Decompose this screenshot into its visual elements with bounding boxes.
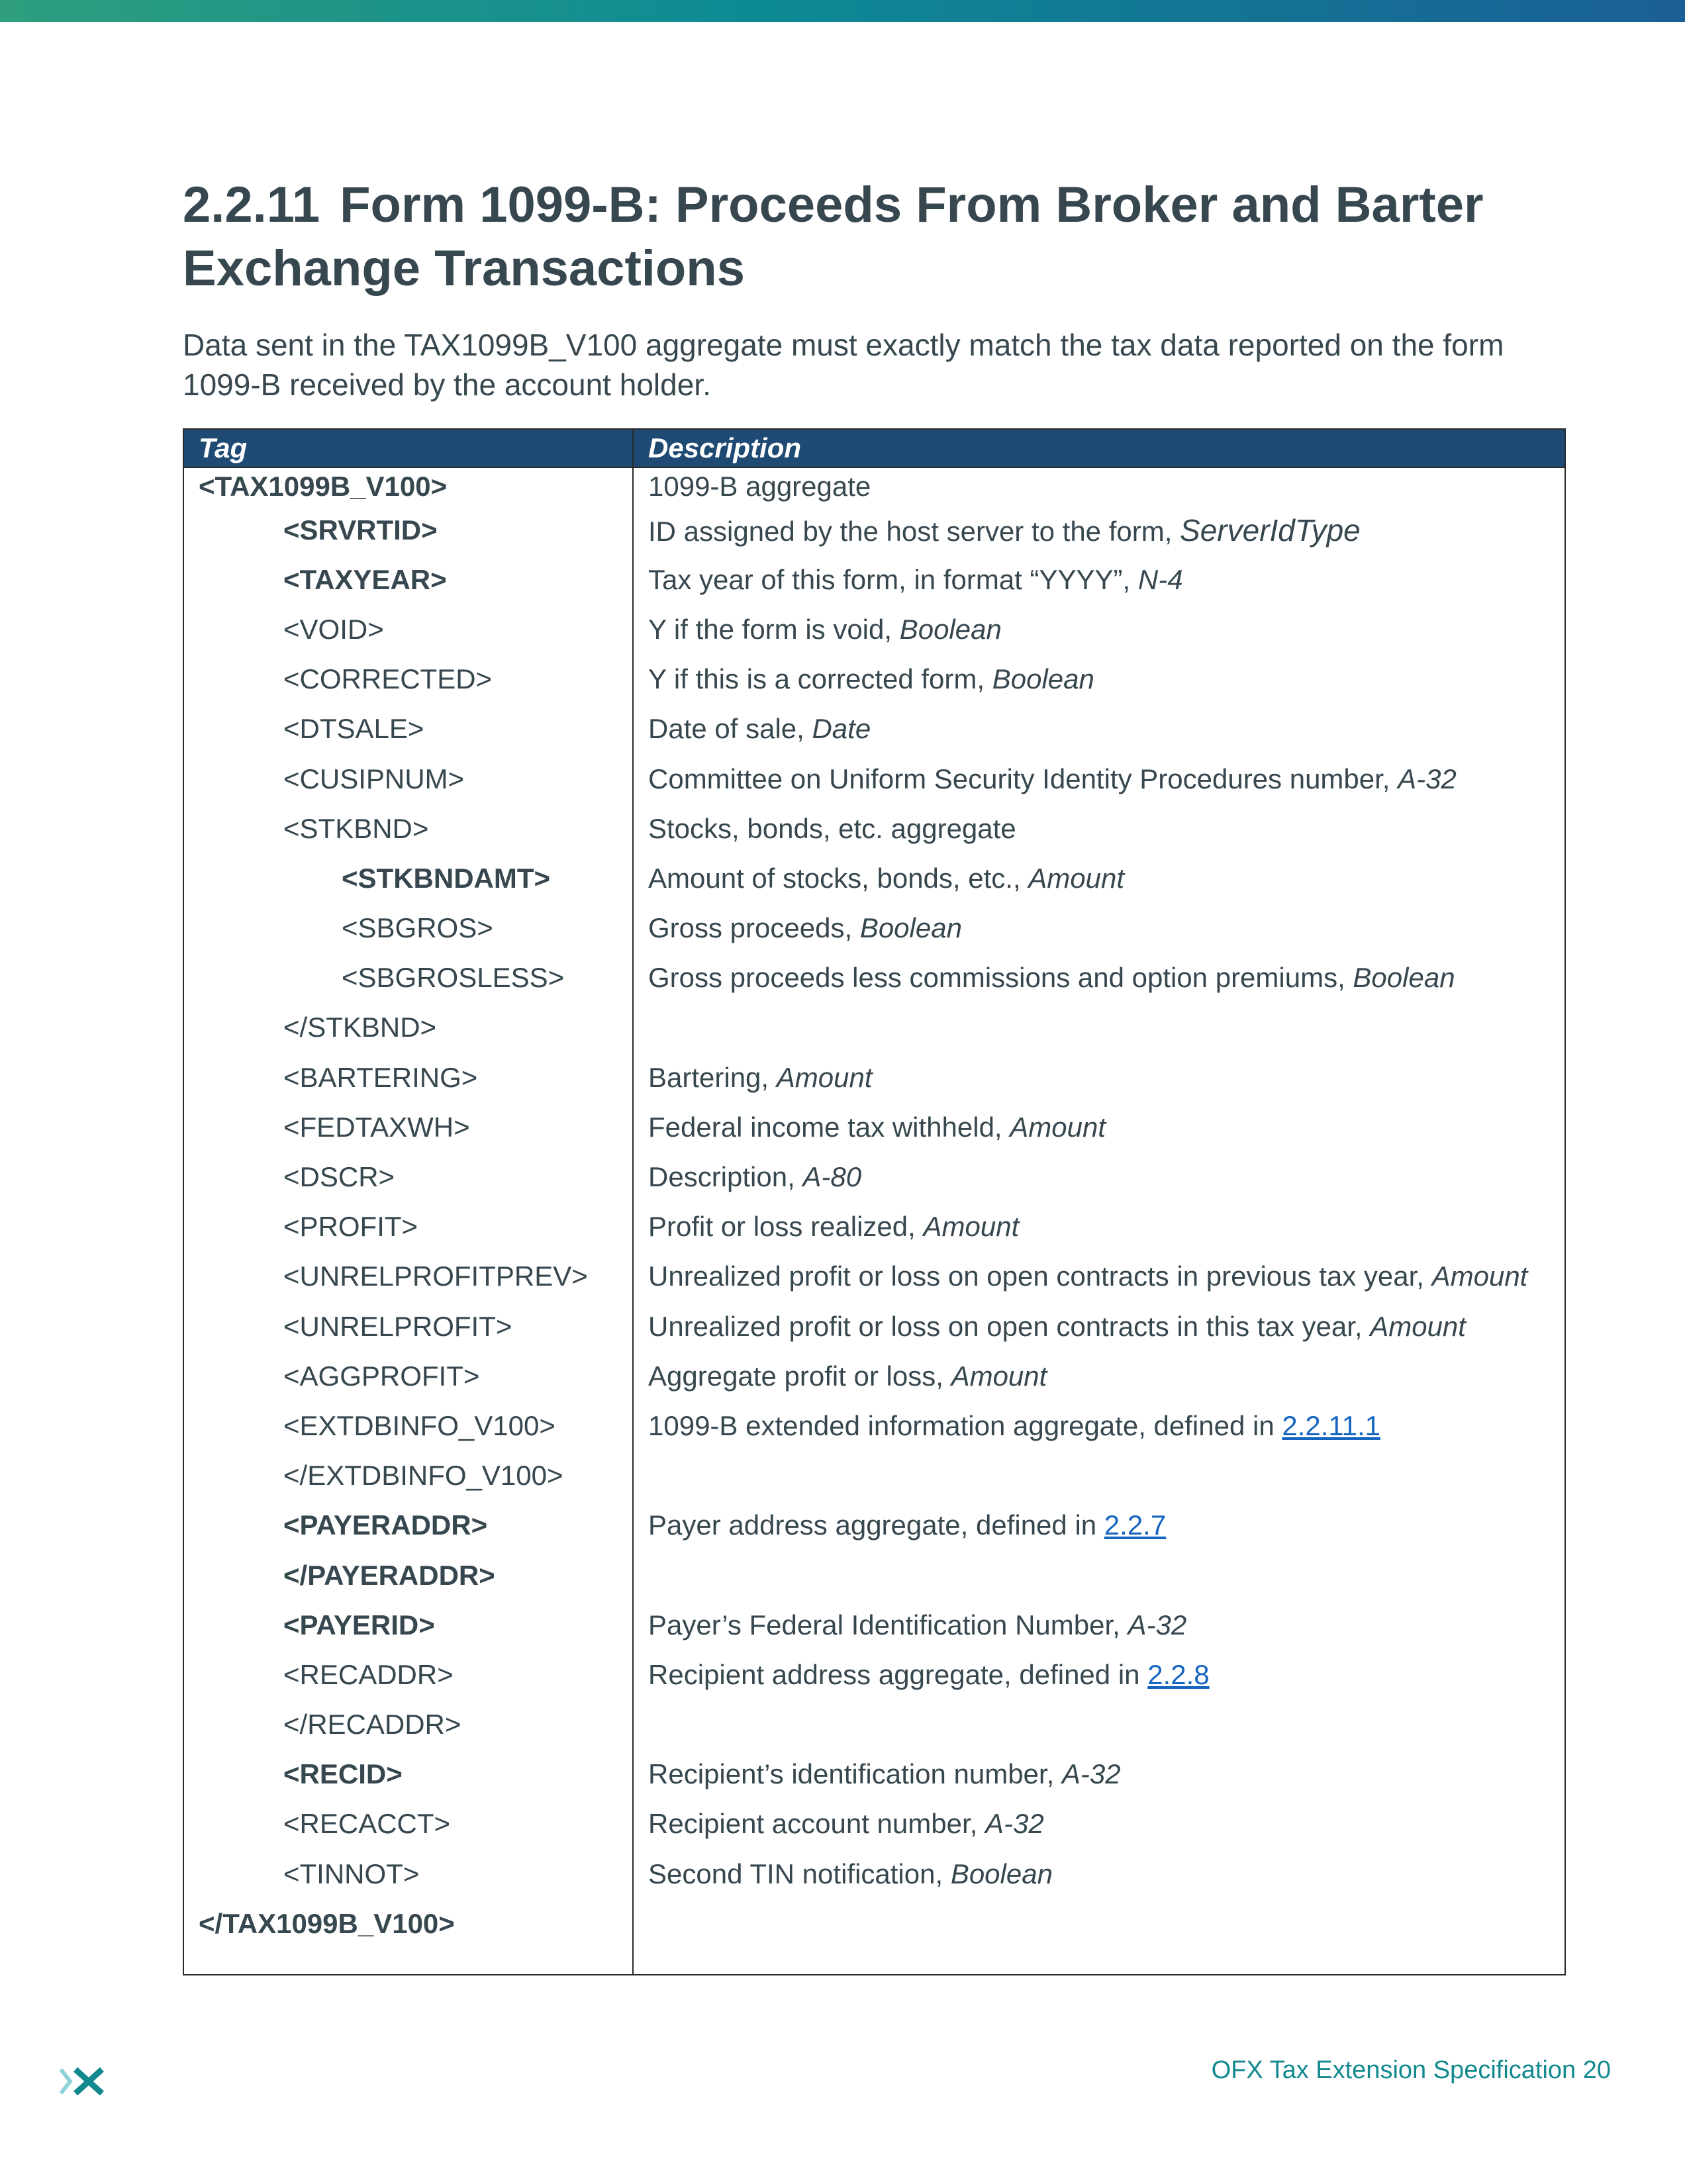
table-row	[183, 1152, 1565, 1202]
tag-cell: <BARTERING>	[183, 1053, 633, 1102]
table-row	[183, 1053, 1565, 1102]
description-cell: Gross proceeds less commissions and option premiums, Boolean	[633, 953, 1565, 1003]
section-title: Form 1099-B: Proceeds From Broker and Barter Exchange Transactions	[183, 177, 1484, 297]
table-row	[183, 1351, 1565, 1401]
table-row	[183, 1401, 1565, 1450]
table-row	[183, 467, 1565, 505]
description-cell	[633, 1550, 1565, 1600]
description-cell: Y if the form is void, Boolean	[633, 604, 1565, 654]
tag-cell: <PROFIT>	[183, 1202, 633, 1252]
tag-cell: <TAX1099B_V100>	[183, 467, 633, 505]
tag-cell: <TINNOT>	[183, 1849, 633, 1899]
description-cell: Stocks, bonds, etc. aggregate	[633, 804, 1565, 853]
section-link[interactable]: 2.2.11.1	[1282, 1409, 1381, 1441]
description-cell: Unrealized profit or loss on open contracts in this tax year, Amount	[633, 1302, 1565, 1351]
description-cell: Second TIN notification, Boolean	[633, 1849, 1565, 1899]
table-row	[183, 1202, 1565, 1252]
tag-cell: <DSCR>	[183, 1152, 633, 1202]
tag-cell: <SRVRTID>	[183, 505, 633, 555]
tag-cell: </STKBND>	[183, 1003, 633, 1053]
table-row	[183, 655, 1565, 704]
section-heading	[183, 173, 1540, 301]
table-row	[183, 1003, 1565, 1053]
description-cell: Profit or loss realized, Amount	[633, 1202, 1565, 1252]
table-row	[183, 1849, 1565, 1899]
tag-cell: <RECID>	[183, 1750, 633, 1799]
description-cell: Date of sale, Date	[633, 704, 1565, 754]
tag-cell: <TAXYEAR>	[183, 555, 633, 604]
tag-description-table	[183, 428, 1566, 1975]
tag-cell: <VOID>	[183, 604, 633, 654]
description-cell: Gross proceeds, Boolean	[633, 904, 1565, 953]
table-row	[183, 804, 1565, 853]
tag-cell: </EXTDBINFO_V100>	[183, 1451, 633, 1501]
description-cell: Payer’s Federal Identification Number, A-32	[633, 1600, 1565, 1650]
description-cell: Y if this is a corrected form, Boolean	[633, 655, 1565, 704]
description-cell: Amount of stocks, bonds, etc., Amount	[633, 853, 1565, 903]
description-column-header: Description	[633, 429, 1565, 467]
description-cell: 1099-B aggregate	[633, 467, 1565, 505]
table-row	[183, 555, 1565, 604]
tag-cell: <AGGPROFIT>	[183, 1351, 633, 1401]
table-row	[183, 953, 1565, 1003]
description-cell	[633, 1451, 1565, 1501]
description-cell: Unrealized profit or loss on open contracts in previous tax year, Amount	[633, 1252, 1565, 1302]
description-cell	[633, 1899, 1565, 1975]
tag-column-header: Tag	[183, 429, 633, 467]
table-row	[183, 1600, 1565, 1650]
section-link[interactable]: 2.2.7	[1104, 1509, 1167, 1541]
description-cell: Description, A-80	[633, 1152, 1565, 1202]
description-cell: Payer address aggregate, defined in 2.2.7	[633, 1501, 1565, 1550]
tag-cell: <PAYERADDR>	[183, 1501, 633, 1550]
description-cell: ID assigned by the host server to the form, ServerIdType	[633, 505, 1565, 555]
top-accent-bar	[0, 0, 1685, 22]
tag-cell: </TAX1099B_V100>	[183, 1899, 633, 1975]
description-cell: Bartering, Amount	[633, 1053, 1565, 1102]
tag-cell: </RECADDR>	[183, 1700, 633, 1750]
description-cell	[633, 1700, 1565, 1750]
description-cell: Tax year of this form, in format “YYYY”, N-4	[633, 555, 1565, 604]
table-header-row	[183, 429, 1565, 467]
description-cell: Recipient’s identification number, A-32	[633, 1750, 1565, 1799]
description-cell	[633, 1003, 1565, 1053]
table-row	[183, 1102, 1565, 1152]
tag-cell: <CORRECTED>	[183, 655, 633, 704]
table-row	[183, 1302, 1565, 1351]
table-row	[183, 853, 1565, 903]
table-row	[183, 1451, 1565, 1501]
tag-cell: <EXTDBINFO_V100>	[183, 1401, 633, 1450]
tag-cell: </PAYERADDR>	[183, 1550, 633, 1600]
description-cell: Recipient account number, A-32	[633, 1799, 1565, 1849]
tag-cell: <SBGROS>	[183, 904, 633, 953]
table-row	[183, 1501, 1565, 1550]
table-row	[183, 505, 1565, 555]
tag-cell: <FEDTAXWH>	[183, 1102, 633, 1152]
tag-cell: <UNRELPROFIT>	[183, 1302, 633, 1351]
section-link[interactable]: 2.2.8	[1147, 1658, 1210, 1690]
description-cell: Aggregate profit or loss, Amount	[633, 1351, 1565, 1401]
tag-cell: <UNRELPROFITPREV>	[183, 1252, 633, 1302]
table-row	[183, 1550, 1565, 1600]
intro-paragraph: Data sent in the TAX1099B_V100 aggregate must exactly match the tax data reported on the form 1099-B received by the account holder.	[183, 328, 1504, 402]
tag-cell: <RECADDR>	[183, 1650, 633, 1699]
table-row	[183, 1750, 1565, 1799]
section-number: 2.2.11	[183, 177, 320, 233]
table-row	[183, 704, 1565, 754]
tag-cell: <PAYERID>	[183, 1600, 633, 1650]
ofx-x-logo-icon	[58, 2065, 107, 2097]
tag-cell: <SBGROSLESS>	[183, 953, 633, 1003]
table-row	[183, 1252, 1565, 1302]
table-row	[183, 1899, 1565, 1975]
table-row	[183, 754, 1565, 804]
tag-cell: <DTSALE>	[183, 704, 633, 754]
tag-cell: <RECACCT>	[183, 1799, 633, 1849]
tag-cell: <CUSIPNUM>	[183, 754, 633, 804]
tag-cell: <STKBND>	[183, 804, 633, 853]
description-cell: Committee on Uniform Security Identity Procedures number, A-32	[633, 754, 1565, 804]
table-row	[183, 904, 1565, 953]
table-row	[183, 604, 1565, 654]
footer-page-label: OFX Tax Extension Specification 20	[1211, 2056, 1611, 2084]
tag-cell: <STKBNDAMT>	[183, 853, 633, 903]
table-row	[183, 1700, 1565, 1750]
description-cell: 1099-B extended information aggregate, defined in 2.2.11.1	[633, 1401, 1565, 1450]
table-row	[183, 1650, 1565, 1699]
description-cell: Federal income tax withheld, Amount	[633, 1102, 1565, 1152]
description-cell: Recipient address aggregate, defined in 2.2.8	[633, 1650, 1565, 1699]
table-row	[183, 1799, 1565, 1849]
